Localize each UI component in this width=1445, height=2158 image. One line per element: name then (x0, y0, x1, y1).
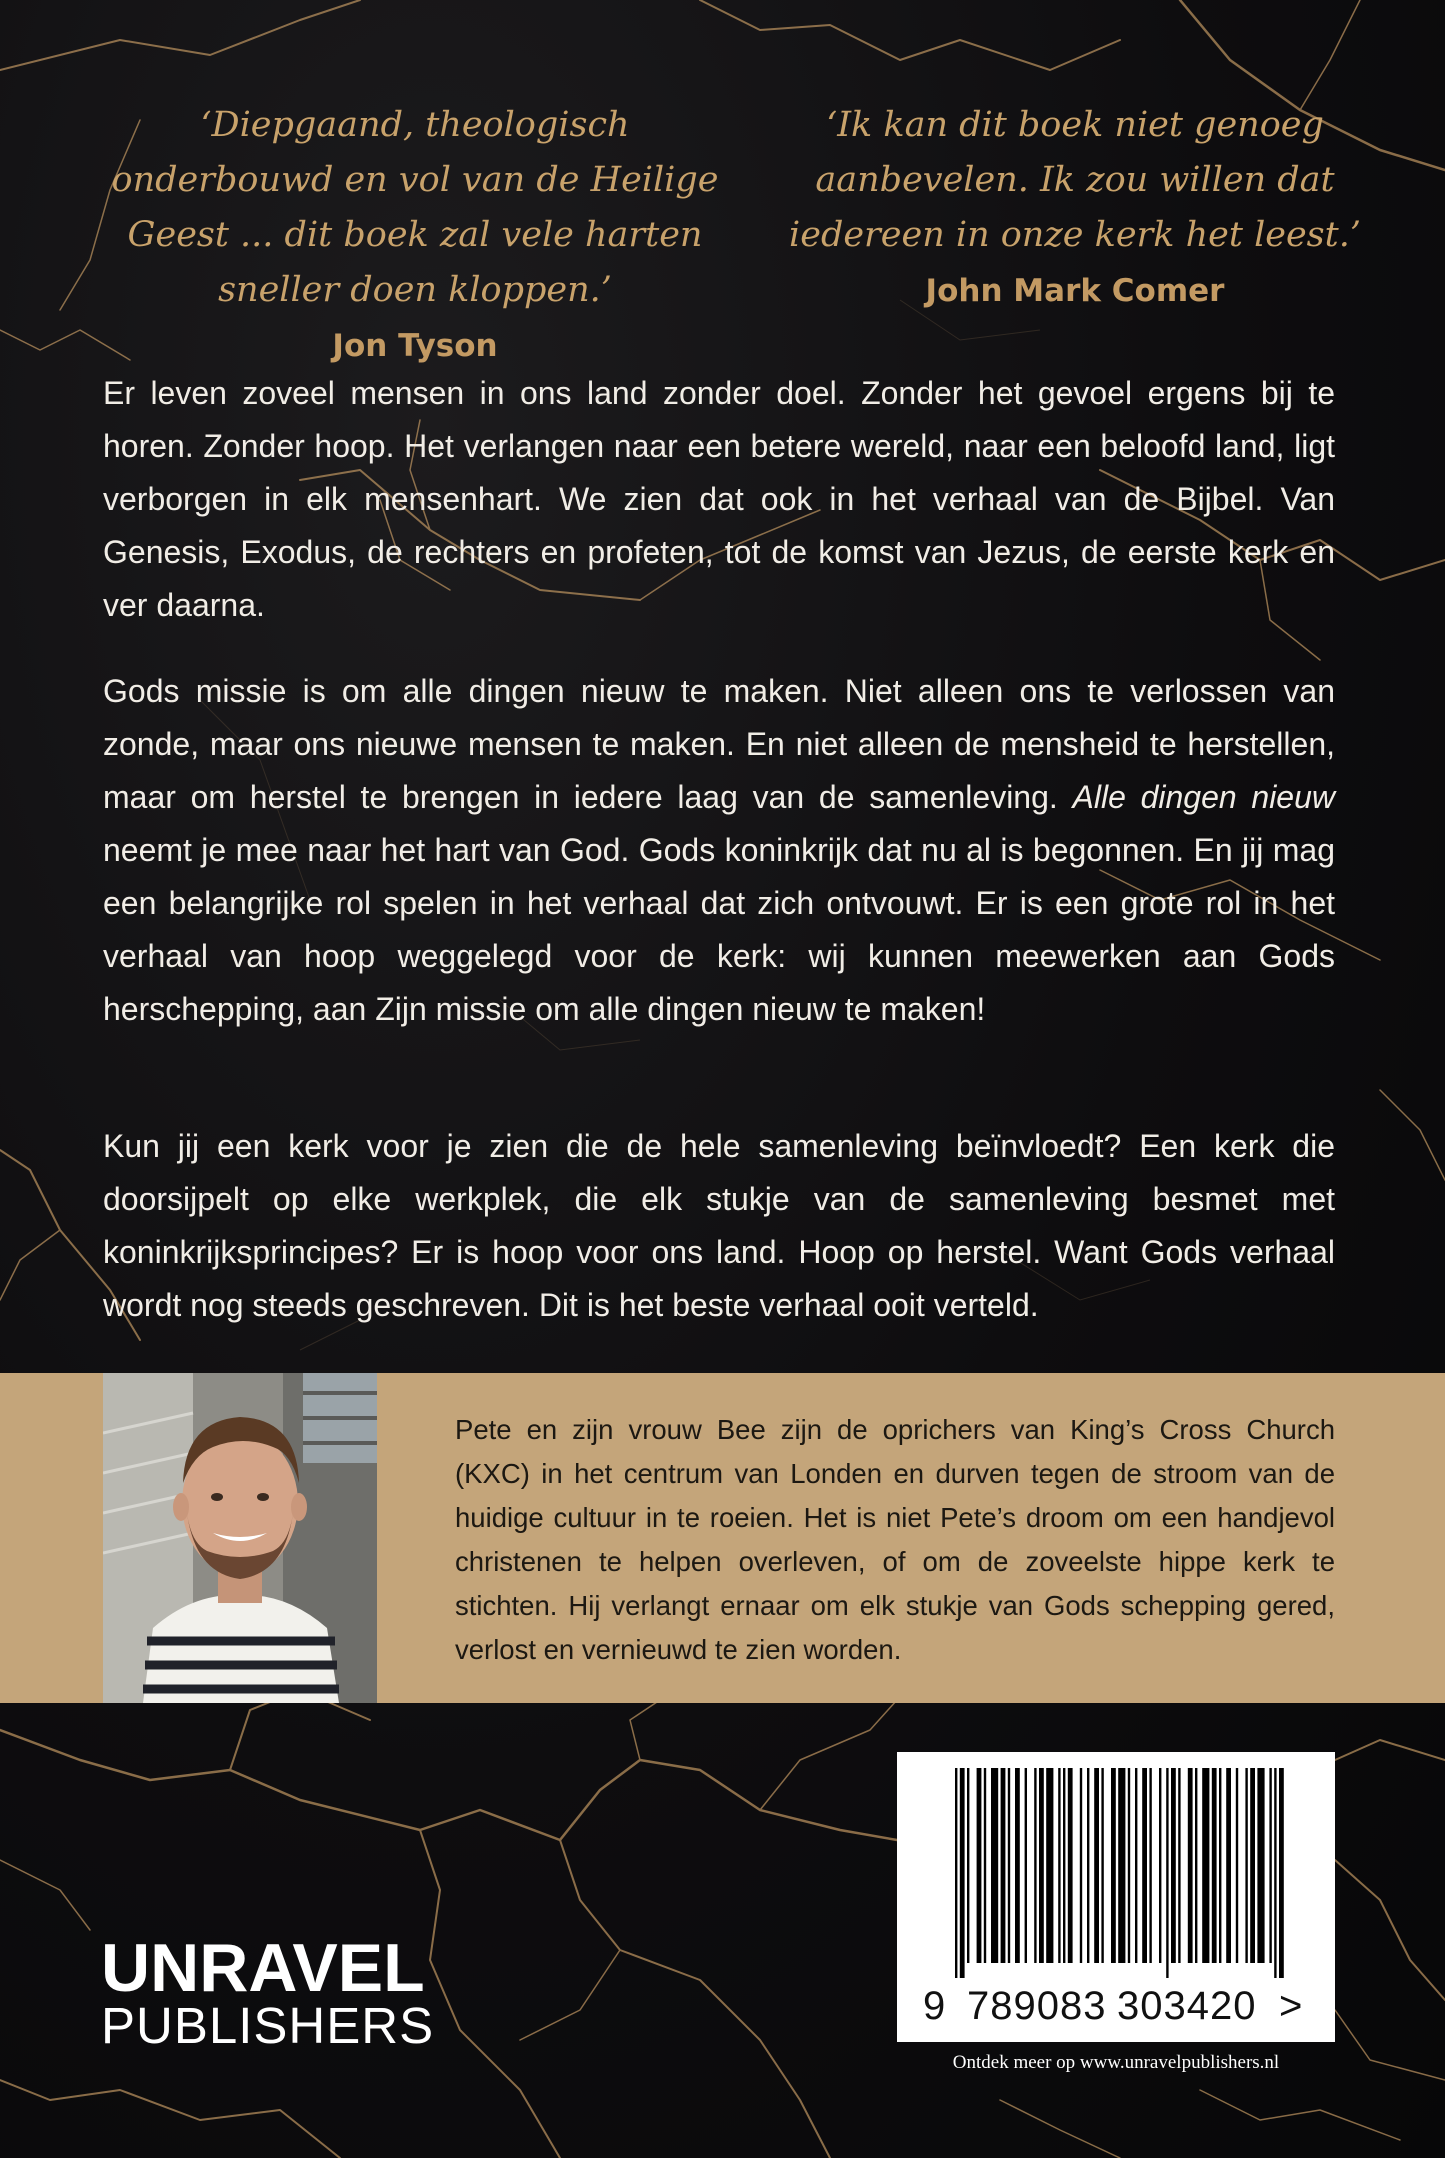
endorsement-john-mark-comer (755, 98, 1395, 309)
blurb-text: neemt je mee naar het hart van God. Gods koninkrijk dat nu al is begonnen. En jij mag een belangrijke rol spelen in het verhaal dat zich ontvouwt. Er is een grote rol in het verhaal van hoop weggelegd voor de kerk: wij kunnen meewerken aan Gods herschepping, aan Zijn missie om alle dingen nieuw te maken! (103, 832, 1335, 1027)
endorsement-author: Jon Tyson (332, 328, 498, 364)
author-bio-text: Pete en zijn vrouw Bee zijn de oprichers van King’s Cross Church (KXC) in het centrum van Londen en durven tegen de stroom van de huidige cultuur in te roeien. Het is niet Pete’s droom om een handjevol christenen te helpen overleven, of om de zoveelste hippe kerk te stichten. Hij verlangt ernaar om elk stukje van Gods schepping gered, verlost en vernieuwd te zien worden. (455, 1414, 1335, 1665)
logo-publishers: PUBLISHERS (101, 1997, 435, 2054)
barcode-bars (955, 1768, 1285, 1978)
book-title-italic: Alle dingen nieuw (1072, 779, 1336, 815)
isbn-digit-first: 9 (923, 1984, 947, 2028)
blurb-paragraph-2 (103, 665, 1335, 1036)
blurb-text: Gods missie is om alle dingen nieuw te maken. Niet alleen ons te verlossen van zonde, maar ons nieuwe mensen te maken. En niet alleen de mensheid te herstellen, maar om herstel te brengen in iedere laag van de samenleving. (103, 673, 1335, 815)
endorsement-jon-tyson (95, 98, 735, 364)
publisher-logo (101, 1930, 435, 2054)
isbn-number (923, 1984, 1323, 2029)
publisher-website: Ontdek meer op www.unravelpublishers.nl (952, 2052, 1280, 2073)
logo-unravel: UNRAVEL (101, 1930, 425, 2006)
endorsement-text: ‘Ik kan dit boek niet genoeg aanbevelen. Ik zou willen dat iedereen in onze kerk het leest.’ (789, 105, 1361, 255)
isbn-group-1: 789083 (967, 1984, 1107, 2028)
isbn-arrow: > (1279, 1984, 1304, 2028)
blurb-paragraph-3: Kun jij een kerk voor je zien die de hele samenleving beïnvloedt? Een kerk die doorsijpelt op elke werkplek, die elk stukje van de samenleving besmet met koninkrijksprincipes? Er is hoop voor ons land. Hoop op herstel. Want Gods verhaal wordt nog steeds geschreven. Dit is het beste verhaal ooit verteld. (103, 1128, 1335, 1323)
isbn-group-2: 303420 (1117, 1984, 1257, 2028)
endorsement-author: John Mark Comer (925, 273, 1225, 309)
author-photo (103, 1373, 377, 1703)
isbn-barcode (897, 1752, 1335, 2042)
endorsement-text: ‘Diepgaand, theologisch onderbouwd en vol van de Heilige Geest ... dit boek zal vele harten sneller doen kloppen.’ (111, 105, 719, 310)
blurb-paragraph-1: Er leven zoveel mensen in ons land zonder doel. Zonder het gevoel ergens bij te horen. Zonder hoop. Het verlangen naar een betere wereld, naar een beloofd land, ligt verborgen in elk mensenhart. We zien dat ook in het verhaal van de Bijbel. Van Genesis, Exodus, de rechters en profeten, tot de komst van Jezus, de eerste kerk en ver daarna. (103, 375, 1335, 623)
